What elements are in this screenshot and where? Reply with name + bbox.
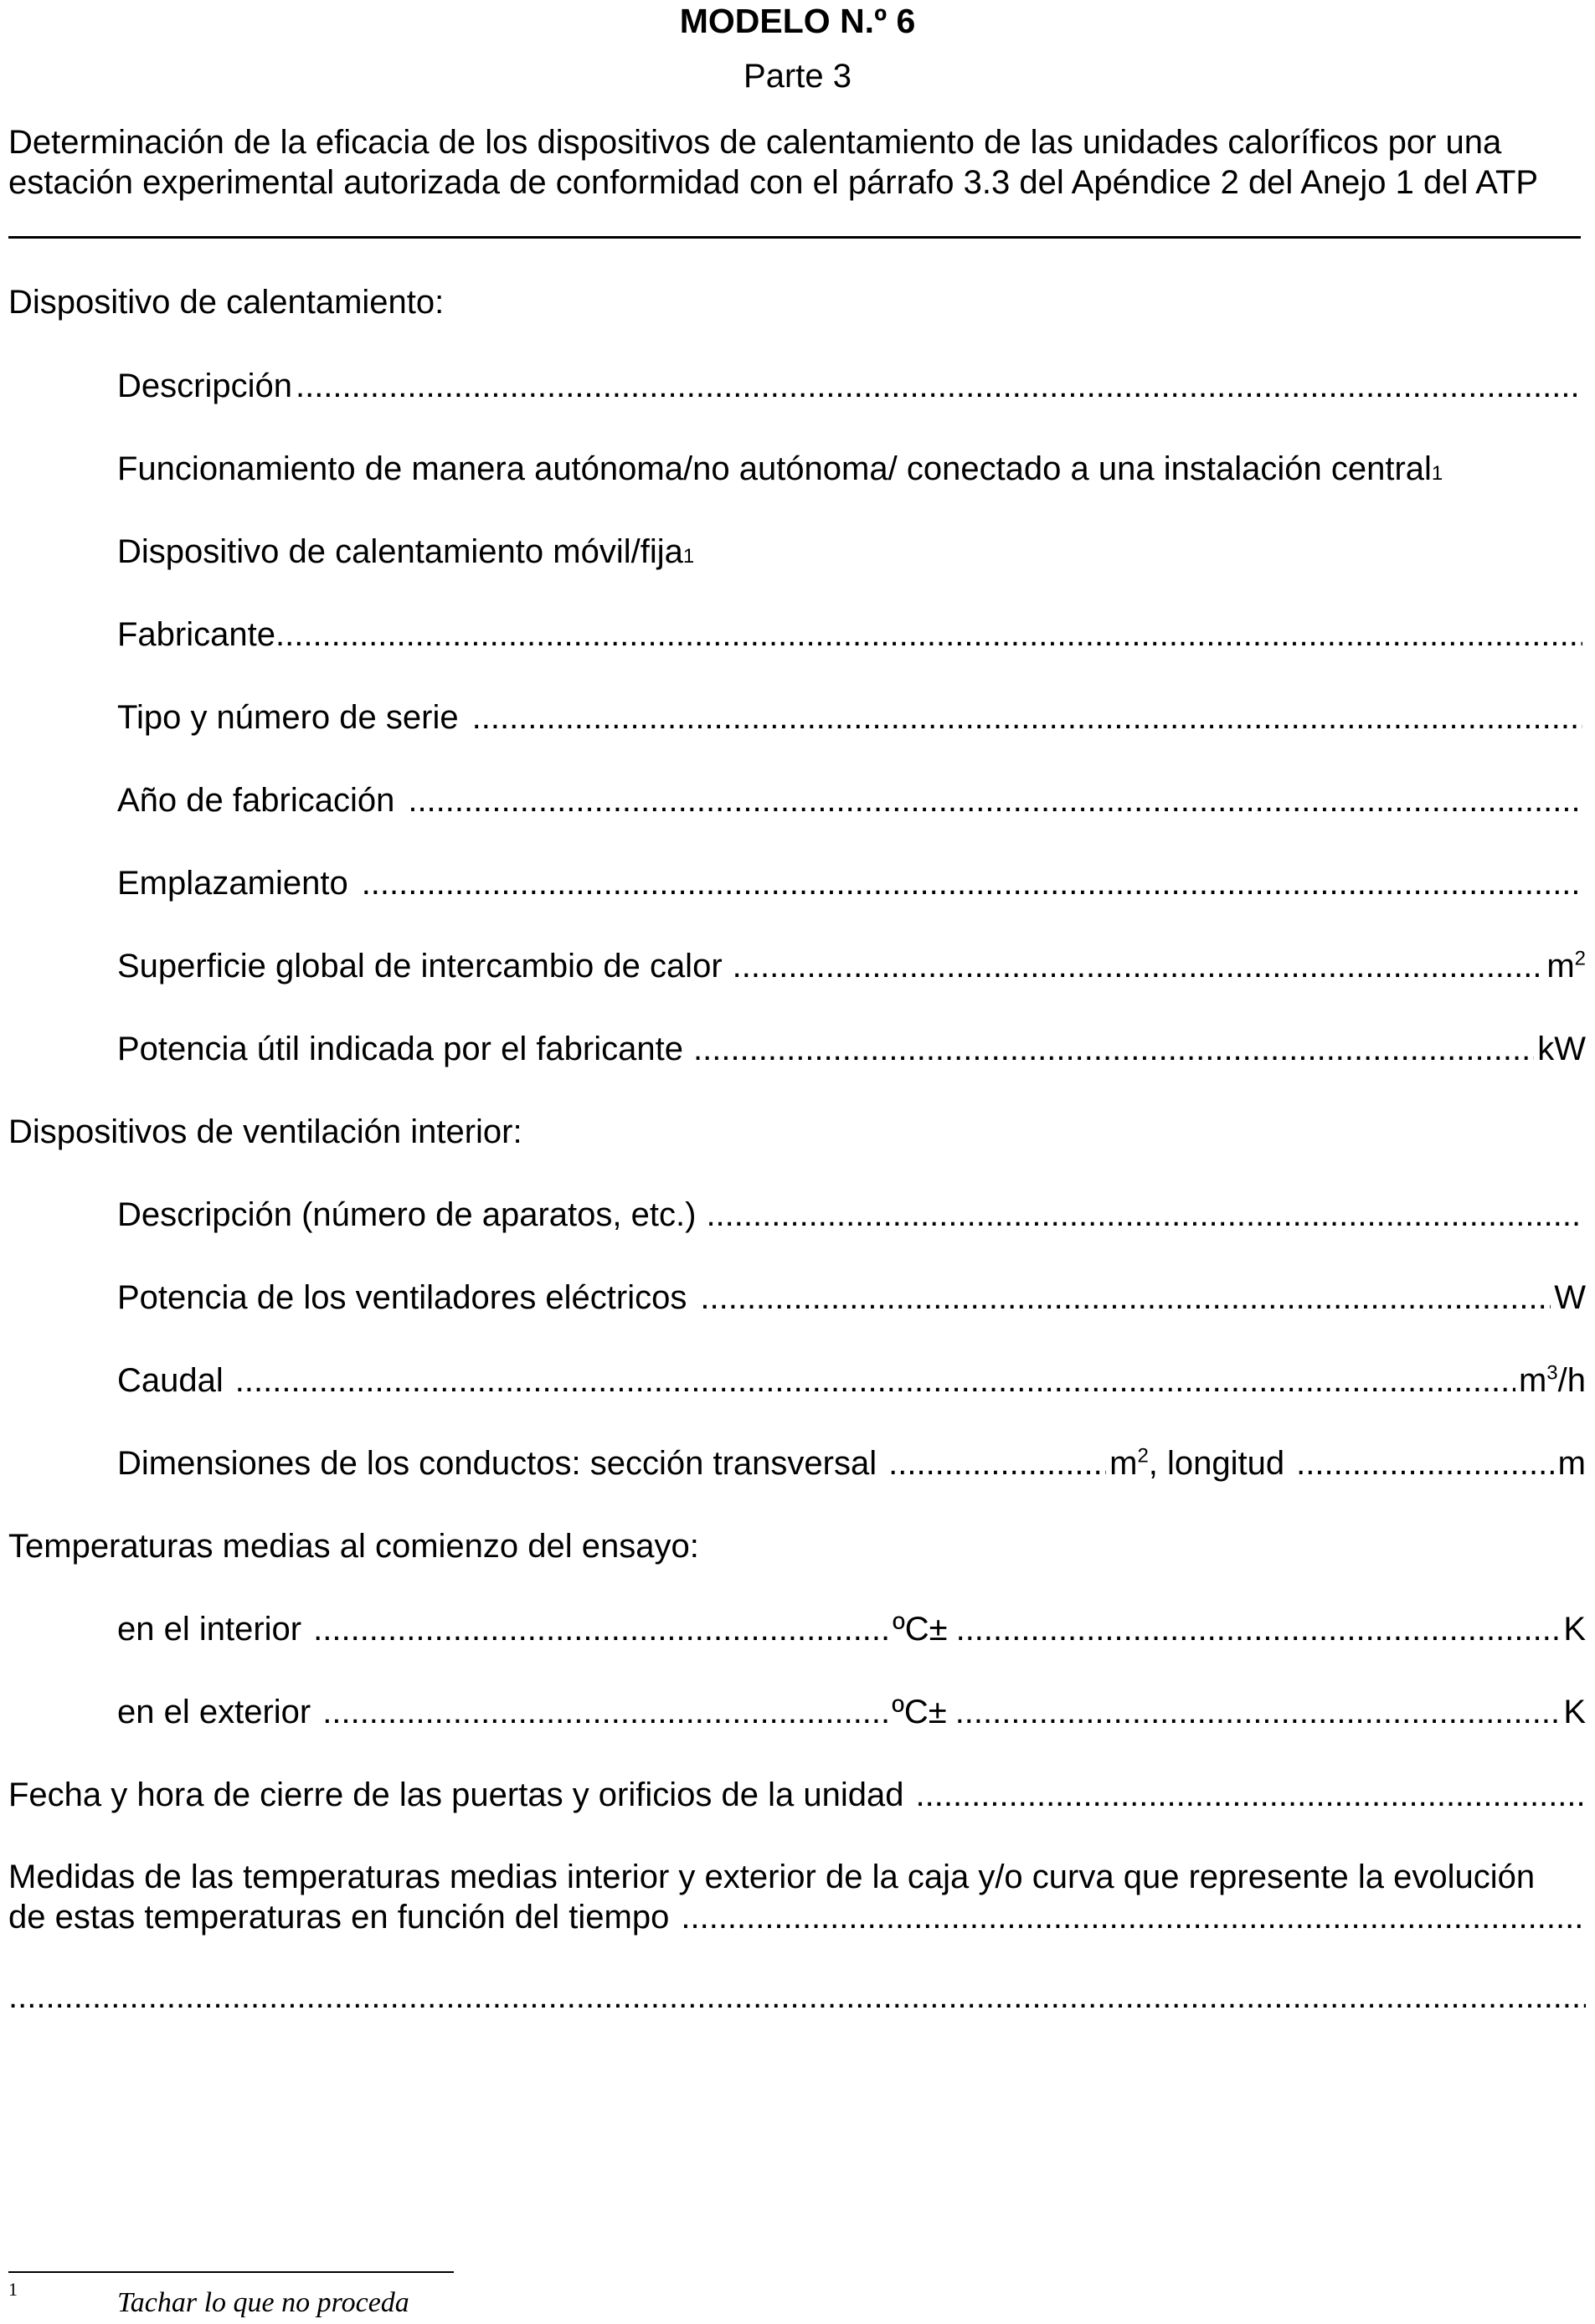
ducts-field[interactable]: [117, 1444, 1586, 1483]
field-label: Descripción: [117, 368, 292, 404]
measurements-line-2: de estas temperaturas en función del tiempo .....: [8, 1897, 1586, 1937]
year-field[interactable]: [117, 781, 1586, 820]
blank-continuation-line[interactable]: [8, 1977, 1586, 2016]
section-fill-dots[interactable]: [888, 1444, 1106, 1483]
manufacturer-field[interactable]: [117, 615, 1586, 654]
outside-temperature-field[interactable]: [117, 1693, 1586, 1731]
form-title: MODELO N.º 6: [679, 2, 916, 40]
operation-mode-line: Funcionamiento de manera autónoma/no autónoma/ conectado a una instalación central 1: [117, 450, 1443, 487]
mobility-line: Dispositivo de calentamiento móvil/fija 1: [117, 533, 695, 570]
field-label: Dispositivo de calentamiento móvil/fija: [117, 533, 683, 570]
ventilation-section-heading: [8, 1113, 1586, 1151]
fill-in-dots[interactable]: [700, 1278, 1551, 1317]
unit-label: $m^2$: [1546, 947, 1586, 985]
header-divider: [8, 236, 1581, 239]
field-label: Potencia útil indicada por el fabricante: [117, 1031, 683, 1067]
fill-in-dots[interactable]: [915, 1776, 1582, 1814]
ventilation-description-field[interactable]: [117, 1195, 1586, 1234]
tolerance-fill-dots[interactable]: [956, 1610, 1561, 1648]
heading-text: Temperaturas medias al comienzo del ensayo:: [8, 1528, 699, 1565]
field-label: Potencia de los ventiladores eléctricos: [117, 1279, 687, 1316]
power-field[interactable]: [117, 1030, 1586, 1068]
field-label: Año de fabricación: [117, 782, 395, 819]
form-subtitle: Parte 3: [743, 58, 852, 95]
fill-in-dots[interactable]: [362, 864, 1582, 902]
closure-datetime-field[interactable]: [8, 1776, 1586, 1814]
fill-in-dots[interactable]: [472, 698, 1582, 737]
kelvin-unit: K: [1563, 1694, 1586, 1730]
celsius-unit: ºC±: [893, 1611, 948, 1648]
temperature-section-heading: [8, 1527, 1586, 1566]
field-label: Fabricante: [117, 616, 275, 653]
flow-field[interactable]: [117, 1361, 1586, 1400]
fill-in-dots[interactable]: [693, 1030, 1534, 1068]
surface-field[interactable]: [117, 947, 1586, 985]
field-label: en el exterior: [117, 1694, 311, 1730]
area-unit: $m^2$: [1109, 1444, 1149, 1482]
fill-in-dots[interactable]: [235, 1361, 1515, 1400]
type-serial-field[interactable]: [117, 698, 1586, 737]
length-fill-dots[interactable]: [1296, 1444, 1555, 1483]
temperature-fill-dots[interactable]: [313, 1610, 889, 1648]
kelvin-unit: K: [1563, 1611, 1586, 1648]
temperature-fill-dots[interactable]: [322, 1693, 888, 1731]
inside-temperature-field[interactable]: [117, 1610, 1586, 1648]
field-label: Descripción (número de aparatos, etc.): [117, 1196, 697, 1233]
unit-label: $m^3/h$: [1518, 1361, 1586, 1399]
footnote-divider: [8, 2271, 454, 2273]
fill-in-dots[interactable]: [408, 781, 1582, 820]
field-label: Emplazamiento: [117, 865, 348, 902]
fill-in-dots[interactable]: [706, 1195, 1582, 1234]
fill-in-dots[interactable]: [681, 1897, 1582, 1937]
fill-in-dots[interactable]: [296, 367, 1582, 405]
intro-paragraph: Determinación de la eficacia de los dispositivos de calentamiento de las unidades caloríficos por una estación experimental autorizada de conformidad con el párrafo 3.3 del Apéndice 2 del Anejo 1 del ATP: [8, 124, 1539, 201]
measurements-line-1: Medidas de las temperaturas medias interior y exterior de la caja y/o curva que represente la evolución: [8, 1859, 1536, 1895]
field-label: Tipo y número de serie: [117, 699, 459, 736]
fill-in-dots[interactable]: [8, 1977, 1586, 2016]
field-label: Caudal: [117, 1362, 224, 1399]
fan-power-field[interactable]: [117, 1278, 1586, 1317]
heading-text: Dispositivos de ventilación interior:: [8, 1113, 522, 1150]
field-label: Superficie global de intercambio de calor: [117, 948, 723, 985]
location-field[interactable]: [117, 864, 1586, 902]
measurements-field[interactable]: [8, 1857, 1586, 1937]
heating-section-heading: [8, 283, 1586, 321]
footnote-number: 1: [8, 2279, 18, 2300]
fill-in-dots[interactable]: [275, 615, 1582, 654]
tolerance-fill-dots[interactable]: [955, 1693, 1561, 1731]
field-label: Funcionamiento de manera autónoma/no autónoma/ conectado a una instalación central: [117, 450, 1432, 487]
length-unit: m: [1557, 1445, 1586, 1482]
celsius-unit: ºC±: [892, 1694, 947, 1730]
footnote-text: Tachar lo que no proceda: [117, 2287, 409, 2318]
length-label: , longitud: [1148, 1445, 1285, 1482]
field-label: Fecha y hora de cierre de las puertas y orificios de la unidad: [8, 1776, 904, 1813]
unit-label: kW: [1537, 1031, 1586, 1067]
heating-description-field[interactable]: [117, 367, 1586, 405]
unit-label: W: [1554, 1279, 1586, 1316]
field-label: en el interior: [117, 1611, 302, 1648]
fill-in-dots[interactable]: [733, 947, 1544, 985]
field-label: Dimensiones de los conductos: sección transversal: [117, 1445, 877, 1482]
heading-text: Dispositivo de calentamiento:: [8, 284, 445, 321]
